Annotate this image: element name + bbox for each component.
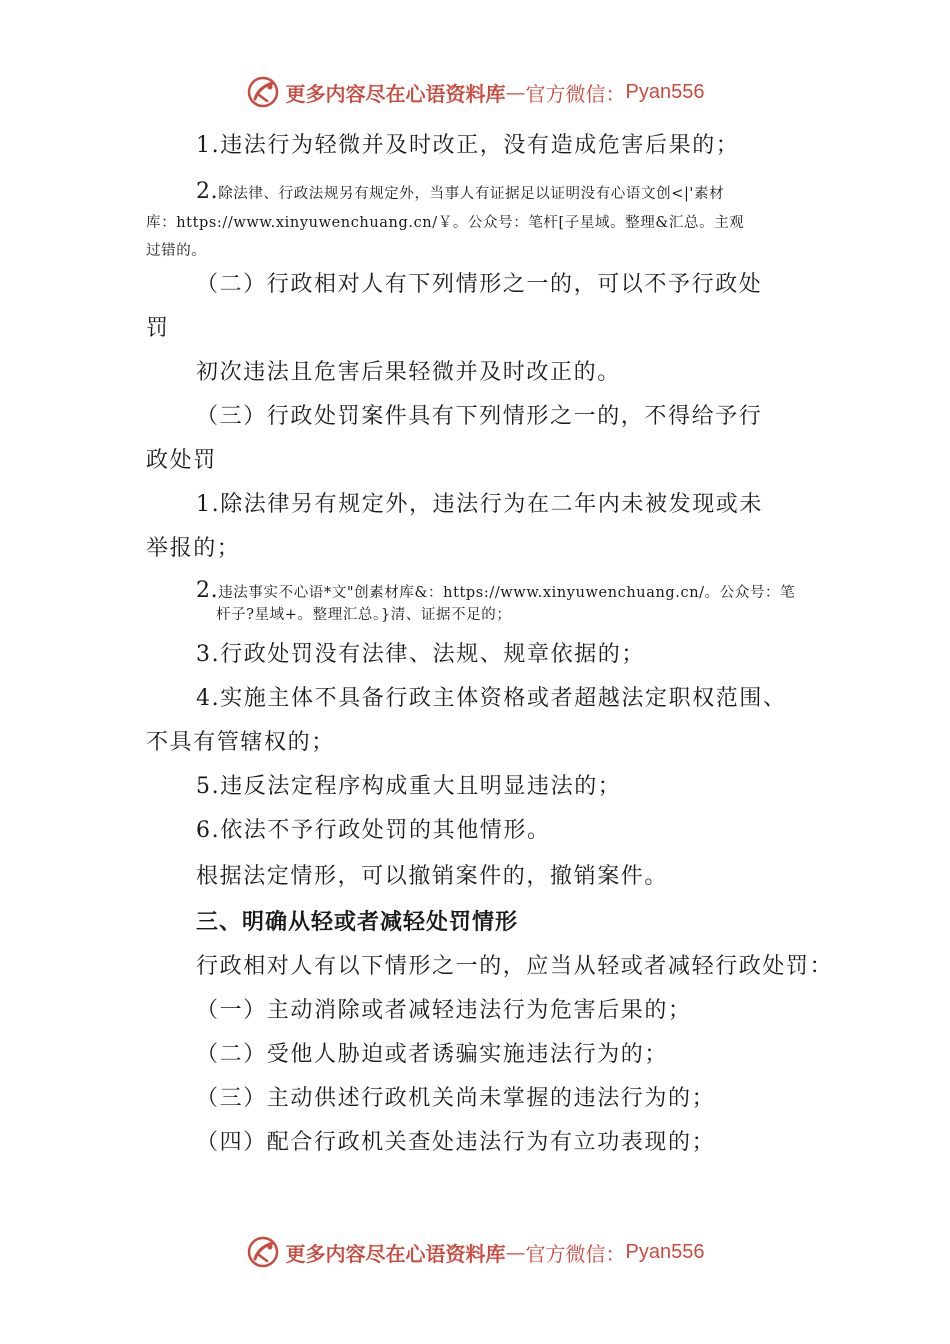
text-line-24: （三）主动供述行政机关尚未掌握的违法行为的； [196, 1086, 716, 1111]
watermark-sub-text: 官方微信： [525, 1241, 626, 1266]
text-line-2-body: 除法律、行政法规另有规定外，当事人有证据足以证明没有心语文创<|'素材 [218, 186, 725, 202]
brand-logo-icon [246, 75, 280, 109]
text-line-4: 过错的。 [146, 243, 207, 259]
text-line-12-body: 违法事实不心语*文"创素材库&：https://www.xinyuwenchuang.cn/。公众号：笔 [218, 585, 796, 601]
watermark-banner-top [0, 72, 950, 112]
text-line-13: 杆子?星域+。整理汇总。}清、证据不足的； [216, 607, 512, 623]
text-line-2 [196, 181, 724, 205]
watermark-banner-bottom [0, 1232, 950, 1272]
watermark-dash: — [505, 1240, 526, 1264]
text-line-8: （三）行政处罚案件具有下列情形之一的，不得给予行 [196, 404, 763, 429]
text-line-23: （二）受他人胁迫或者诱骗实施违法行为的； [196, 1042, 669, 1067]
text-line-5: （二）行政相对人有下列情形之一的，可以不予行政处 [196, 272, 763, 297]
text-line-25: （四）配合行政机关查处违法行为有立功表现的； [196, 1130, 716, 1155]
text-line-12-number: 2. [196, 578, 219, 603]
text-line-14: 3.行政处罚没有法律、法规、规章依据的； [196, 642, 645, 667]
text-line-16: 不具有管辖权的； [146, 730, 335, 755]
text-line-1: 1.违法行为轻微并及时改正，没有造成危害后果的； [196, 133, 740, 158]
text-line-15: 4.实施主体不具备行政主体资格或者超越法定职权范围、 [196, 686, 787, 711]
watermark-sub-text: 官方微信： [525, 81, 626, 106]
text-line-22: （一）主动消除或者减轻违法行为危害后果的； [196, 998, 692, 1023]
text-line-12 [196, 580, 795, 604]
text-line-10: 1.除法律另有规定外，违法行为在二年内未被发现或未 [196, 492, 763, 517]
watermark-main-text: 更多内容尽在心语资料库 [285, 1241, 506, 1266]
text-line-17: 5.违反法定程序构成重大且明显违法的； [196, 774, 622, 799]
text-line-2-number: 2. [196, 179, 219, 204]
text-line-11: 举报的； [146, 536, 241, 561]
text-line-19: 根据法定情形，可以撤销案件的，撤销案件。 [196, 864, 669, 889]
text-line-3: 库：https://www.xinyuwenchuang.cn/￥。公众号：笔杆[子星域。整理&汇总。主观 [146, 215, 745, 231]
section-heading: 三、明确从轻或者减轻处罚情形 [196, 910, 519, 935]
text-line-6: 罚 [146, 316, 170, 341]
text-line-21: 行政相对人有以下情形之一的，应当从轻或者减轻行政处罚： [196, 954, 834, 979]
text-line-18: 6.依法不予行政处罚的其他情形。 [196, 818, 551, 843]
watermark-dash: — [505, 80, 526, 104]
brand-logo-icon [246, 1235, 280, 1269]
watermark-main-text: 更多内容尽在心语资料库 [285, 81, 506, 106]
text-line-9: 政处罚 [146, 448, 217, 473]
watermark-code: Pyan556 [625, 1240, 705, 1263]
text-line-7: 初次违法且危害后果轻微并及时改正的。 [196, 360, 621, 385]
watermark-code: Pyan556 [625, 80, 705, 103]
